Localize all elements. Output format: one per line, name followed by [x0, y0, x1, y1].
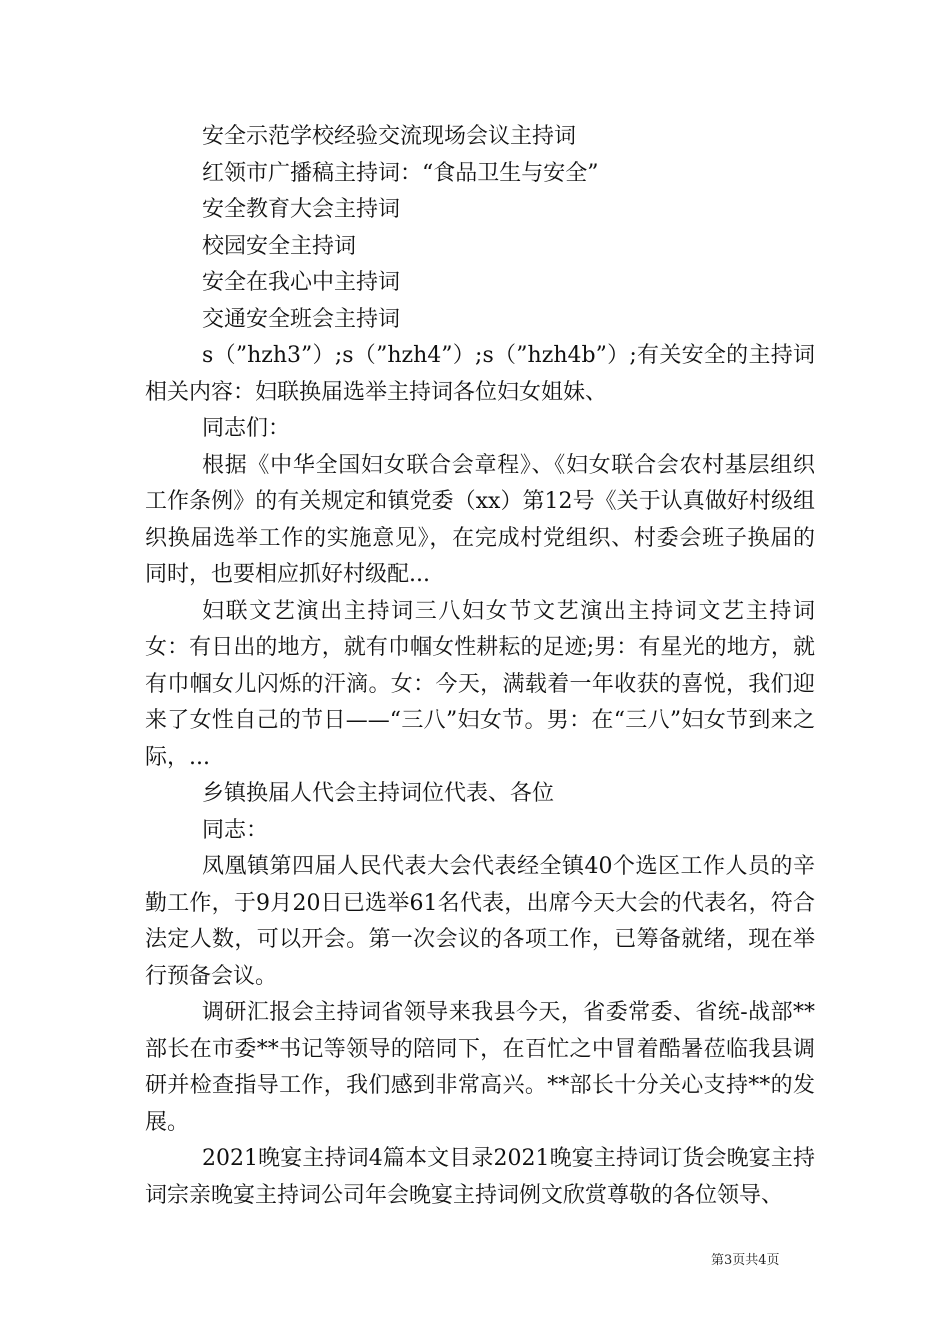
title-line: 交通安全班会主持词 — [202, 306, 401, 332]
body-paragraph: 2021晚宴主持词4篇本文目录2021晚宴主持词订货会晚宴主持词宗亲晚宴主持词公司年会晚宴主持词例文欣赏尊敬的各位领导、 — [145, 1146, 815, 1208]
title-line: 安全在我心中主持词 — [202, 270, 401, 295]
title-line: 安全教育大会主持词 — [202, 197, 401, 222]
title-line: 红领市广播稿主持词：“食品卫生与安全” — [202, 160, 599, 186]
body-paragraph: 同志们： — [202, 416, 291, 441]
body-paragraph: 根据《中华全国妇女联合会章程》、《妇女联合会农村基层组织工作条例》的有关规定和镇党委（xx）第12号《关于认真做好村级组织换届选举工作的实施意见》，在完成村党组织、村委会班子换届的同时，也要相应抓好村级配... — [145, 452, 815, 587]
body-paragraph: s（”hzh3”）;s（”hzh4”）;s（”hzh4b”）;有关安全的主持词相关内容：妇联换届选举主持词各位妇女姐妹、 — [145, 343, 815, 405]
body-paragraph: 乡镇换届人代会主持词位代表、各位 — [202, 781, 555, 806]
title-line: 校园安全主持词 — [202, 233, 357, 259]
body-paragraph: 凤凰镇第四届人民代表大会代表经全镇40个选区工作人员的辛勤工作，于9月20日已选举61名代表，出席今天大会的代表名，符合法定人数，可以开会。第一次会议的各项工作，已筹备就绪，现在举行预备会议。 — [145, 854, 815, 989]
body-paragraph: 妇联文艺演出主持词三八妇女节文艺演出主持词文艺主持词女：有日出的地方，就有巾帼女性耕耘的足迹;男：有星光的地方，就有巾帼女儿闪烁的汗滴。女：今天，满载着一年收获的喜悦，我们迎来了女性自己的节日——“三八”妇女节。男：在“三八”妇女节到来之际，... — [145, 598, 815, 770]
body-paragraph: 同志： — [202, 817, 269, 843]
page-number-footer: 第3页共4页 — [711, 1253, 780, 1268]
body-paragraph: 调研汇报会主持词省领导来我县今天，省委常委、省统-战部**部长在市委**书记等领导的陪同下，在百忙之中冒着酷暑莅临我县调研并检查指导工作，我们感到非常高兴。**部长十分关心支持**的发展。 — [145, 1000, 815, 1135]
title-line: 安全示范学校经验交流现场会议主持词 — [202, 124, 577, 149]
document-body — [145, 119, 815, 1214]
